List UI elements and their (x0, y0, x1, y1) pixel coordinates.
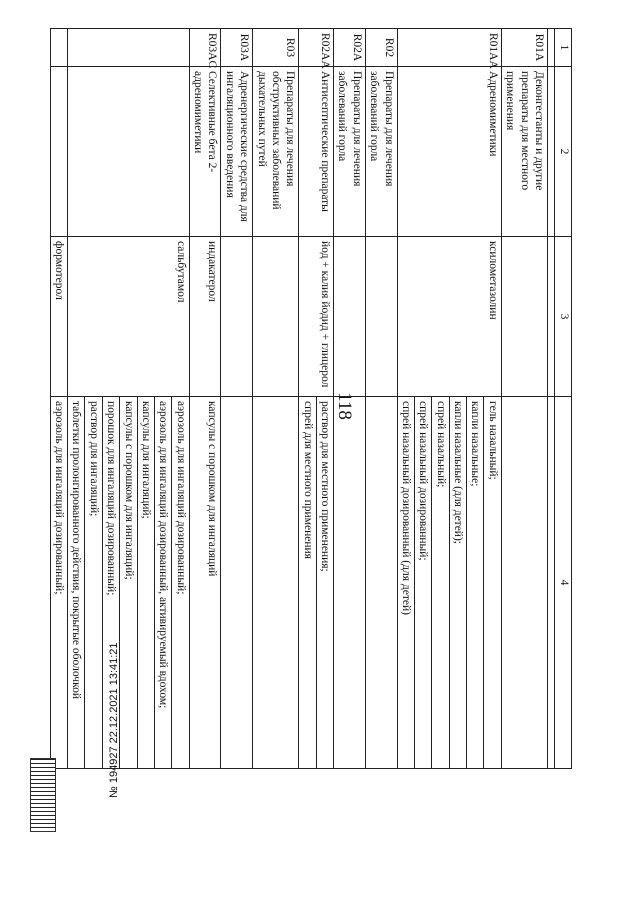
dosage-form-item: капли назальные (для детей); (449, 397, 466, 768)
dosage-form-item: капсулы с порошком для ингаляций; (119, 397, 136, 768)
atc-code-cell: R03A (221, 29, 253, 67)
dosage-forms-cell (501, 397, 547, 769)
dosage-forms-cell (68, 397, 190, 769)
dosage-form-item (282, 397, 298, 768)
dosage-form-item: раствор для местного применения; (316, 397, 333, 768)
substance-cell: сальбутамол (68, 237, 190, 397)
dosage-form-item: порошок для ингаляций дозированный; (102, 397, 119, 768)
atc-code-cell: R02 (365, 29, 397, 67)
dosage-form-item: спрей назальный; (431, 397, 448, 768)
table-row (334, 29, 366, 769)
table-row (221, 29, 253, 769)
group-name-cell (50, 67, 67, 237)
dosage-form-item: капсулы с порошком для ингаляций (206, 401, 219, 577)
substance-cell (334, 237, 366, 397)
group-name-cell: Адренергические средства для ингаляционного введения (221, 67, 253, 237)
document-table-rotated (53, 28, 572, 768)
footer-registration: № 194927 22.12.2021 13:41:21 (108, 642, 120, 798)
dosage-forms-cell (221, 397, 253, 769)
drug-table (50, 28, 572, 769)
header-cell: 4 (555, 397, 572, 769)
dosage-form-item (349, 397, 365, 768)
atc-code-cell: R01A (501, 29, 547, 67)
table-row (501, 29, 547, 769)
dosage-form-item: капли назальные; (466, 397, 483, 768)
dosage-forms-cell (50, 397, 67, 769)
atc-code-cell (68, 29, 190, 67)
table-row (50, 29, 67, 769)
dosage-form-item: капсулы для ингаляций; (137, 397, 154, 768)
dosage-forms-cell (397, 397, 501, 769)
atc-code-cell (50, 29, 67, 67)
page-number: 118 (333, 392, 355, 420)
table-row (68, 29, 190, 769)
substance-cell: формотерол (50, 237, 67, 397)
atc-code-cell: R02A (334, 29, 366, 67)
dosage-forms-cell (299, 397, 334, 769)
dosage-forms-cell (334, 397, 366, 769)
atc-code-cell: R03AC (189, 29, 221, 67)
header-cell: 2 (555, 67, 572, 237)
table-row (299, 29, 334, 769)
group-name-cell: Деконгестанты и другие препараты для местного применения (501, 67, 547, 237)
group-name-cell: Препараты для лечения заболеваний горла (365, 67, 397, 237)
substance-cell (501, 237, 547, 397)
header-spacer-row (548, 29, 555, 769)
substance-cell (253, 237, 299, 397)
table-row (189, 29, 221, 769)
atc-code-cell: R02AA (299, 29, 334, 67)
group-name-cell: Селективные бета 2-адреномиметики (189, 67, 221, 237)
table-row (253, 29, 299, 769)
table-row (365, 29, 397, 769)
atc-code-cell: R01AA (397, 29, 501, 67)
table-row (397, 29, 501, 769)
barcode-stamp (30, 758, 56, 832)
dosage-form-item (381, 397, 397, 768)
atc-code-cell: R03 (253, 29, 299, 67)
dosage-form-item: гель назальный; (484, 397, 501, 768)
group-name-cell: Антисептические препараты (299, 67, 334, 237)
dosage-forms-cell (253, 397, 299, 769)
dosage-forms-cell (189, 397, 221, 769)
group-name-cell: Адреномиметики (397, 67, 501, 237)
substance-cell: йод + калия йодид + глицерол (299, 237, 334, 397)
dosage-forms-cell (365, 397, 397, 769)
substance-cell (221, 237, 253, 397)
dosage-form-item: таблетки пролонгированного действия, покрытые оболочкой (70, 401, 83, 699)
substance-cell: ксилометазолин (397, 237, 501, 397)
dosage-form-item (531, 397, 547, 768)
dosage-form-item: аэрозоль для ингаляций дозированный; (53, 401, 66, 595)
dosage-form-item: аэрозоль для ингаляций дозированный, активируемый вдохом; (154, 397, 171, 768)
group-name-cell: Препараты для лечения заболеваний горла (334, 67, 366, 237)
dosage-form-item: спрей для местного применения (301, 401, 314, 559)
dosage-form-item: спрей назальный дозированный (для детей) (400, 401, 412, 615)
substance-cell: индакатерол (189, 237, 221, 397)
substance-cell (365, 237, 397, 397)
group-name-cell: Препараты для лечения обструктивных заболеваний дыхательных путей (253, 67, 299, 237)
group-name-cell (68, 67, 190, 237)
dosage-form-item (236, 397, 252, 768)
header-cell: 3 (555, 237, 572, 397)
dosage-form-item: аэрозоль для ингаляций дозированный; (171, 397, 188, 768)
header-row (555, 29, 572, 769)
header-cell: 1 (555, 29, 572, 67)
dosage-form-item: раствор для ингаляций; (85, 397, 102, 768)
dosage-form-item: спрей назальный дозированный; (414, 397, 431, 768)
